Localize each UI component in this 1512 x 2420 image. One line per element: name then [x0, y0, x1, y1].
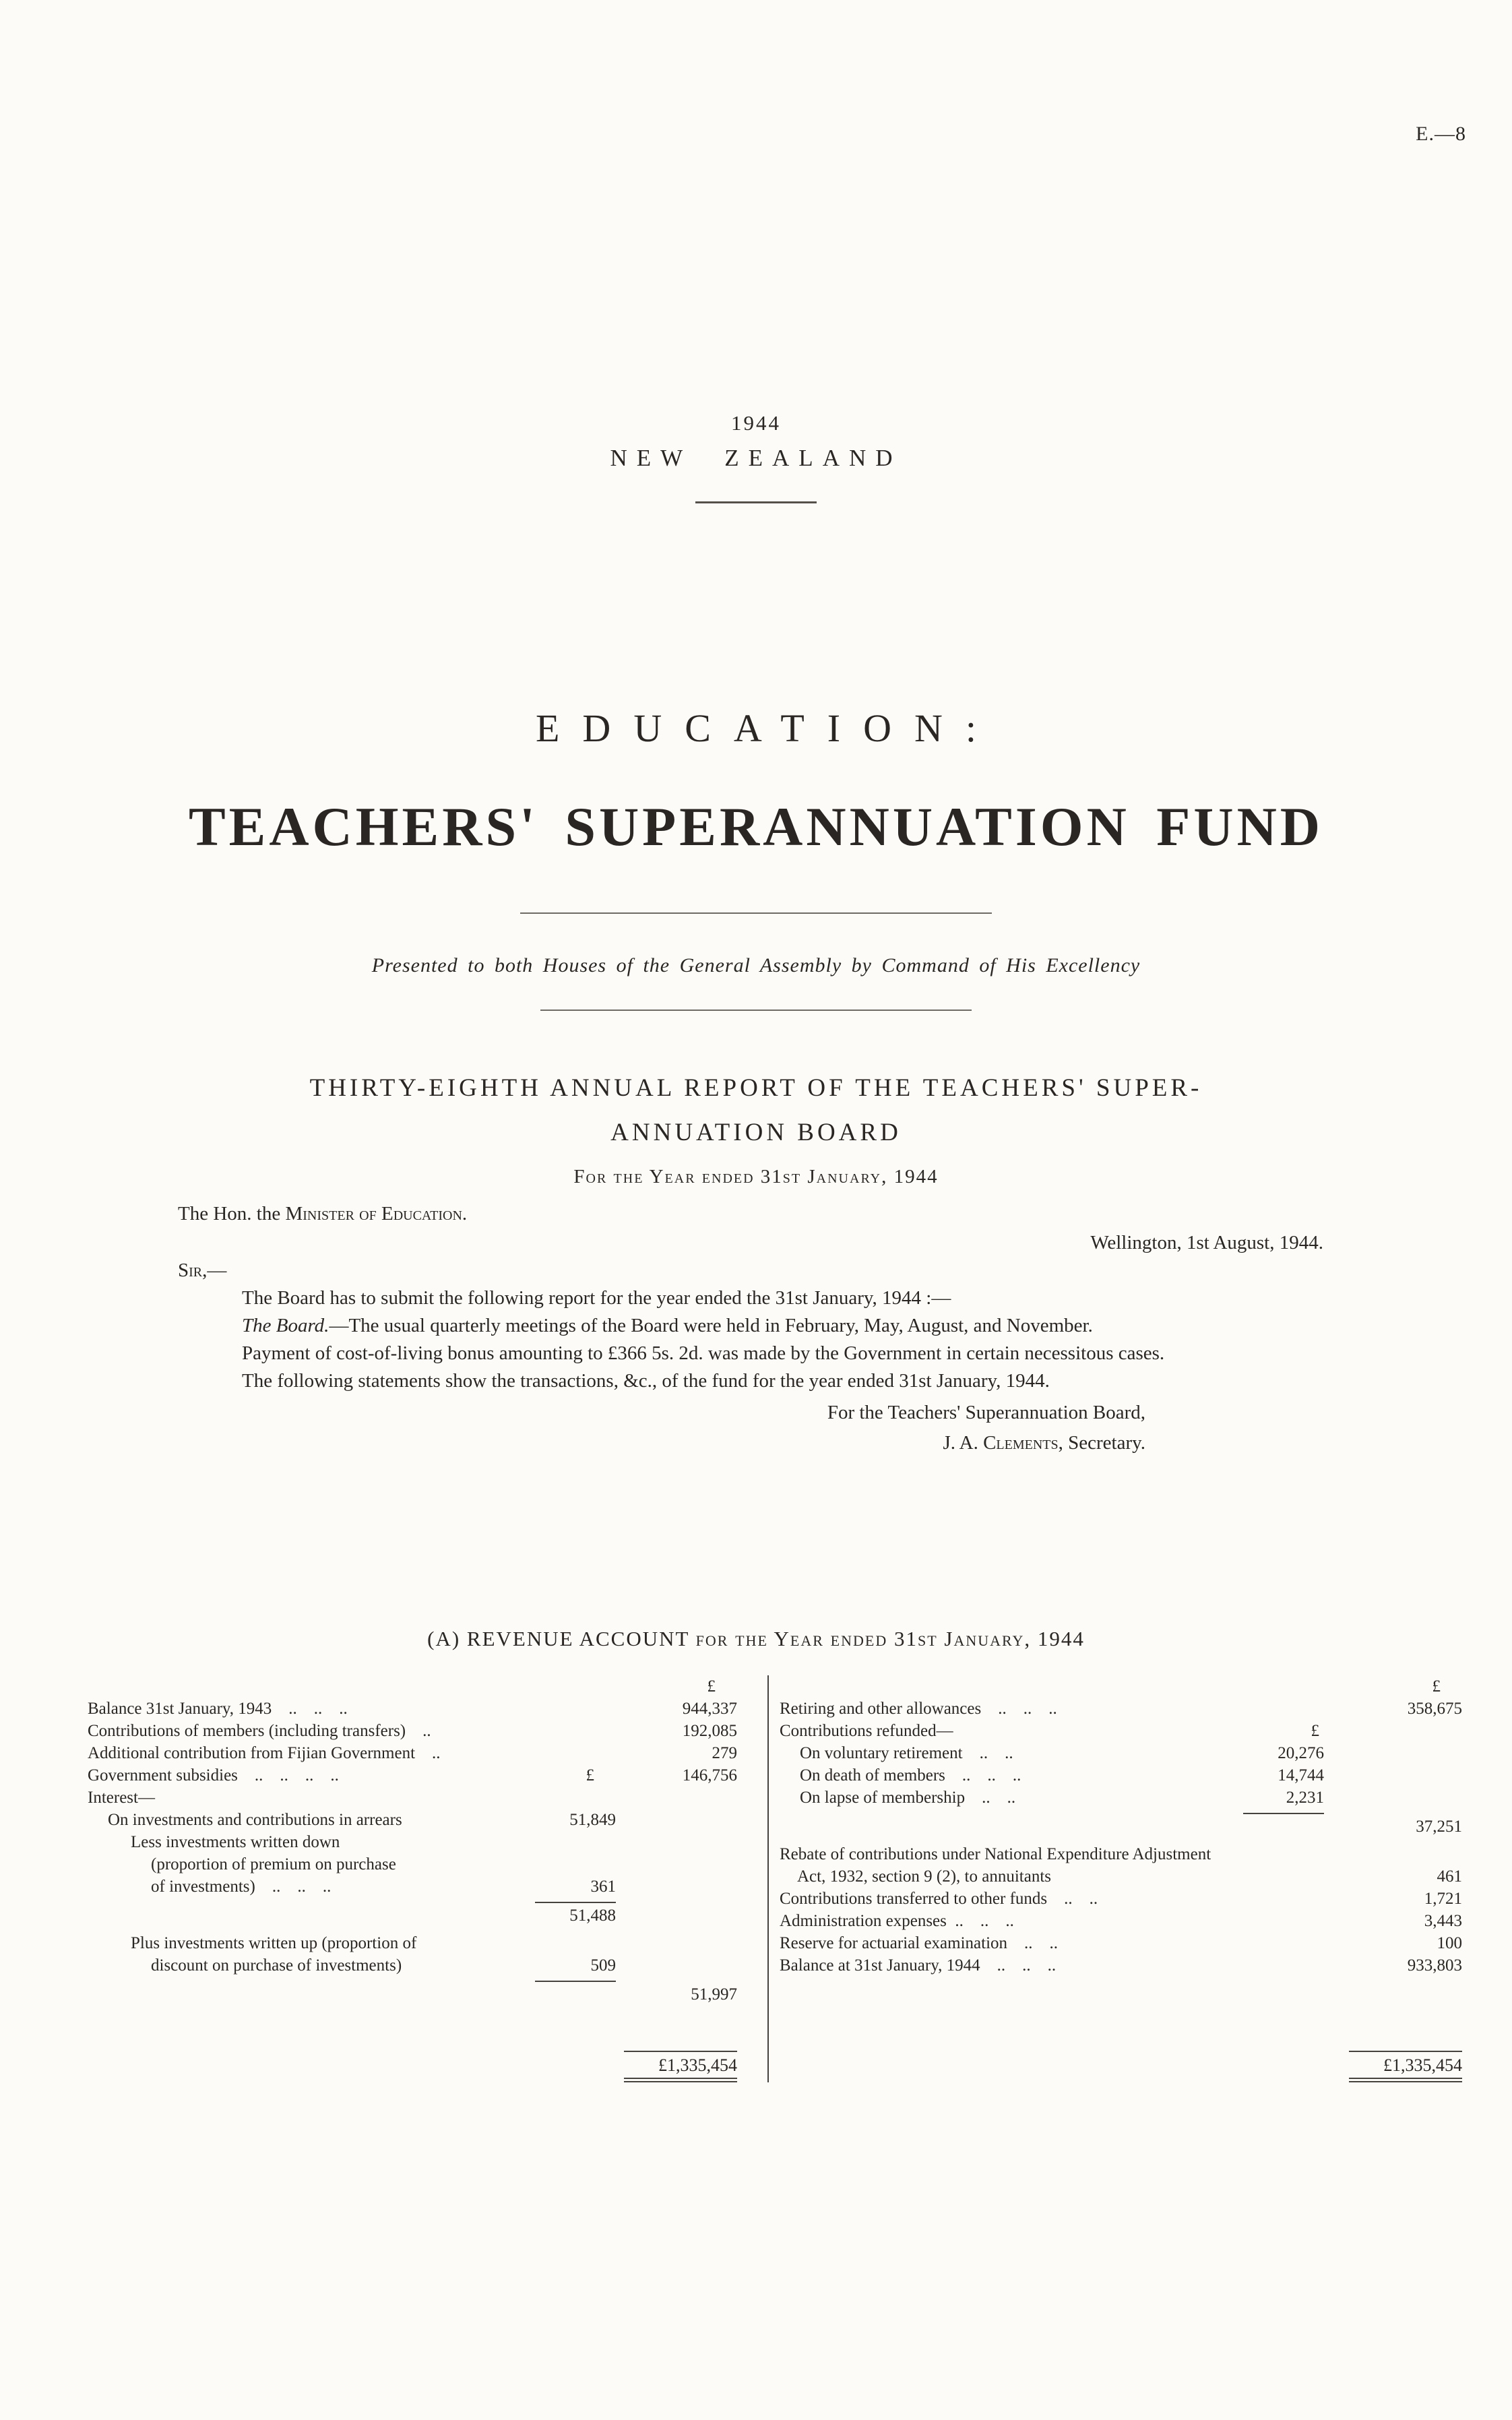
ledger-row [88, 1720, 737, 1742]
paragraph-2 [178, 1312, 1431, 1340]
addressee-prefix: The Hon. the [178, 1203, 286, 1224]
row-label: On lapse of membership .. .. [800, 1789, 1016, 1807]
row-amount: 944,337 [682, 1700, 737, 1718]
paragraph-4 [178, 1367, 1431, 1395]
total-row [780, 2040, 1462, 2082]
divider-rule-lower [540, 1010, 972, 1011]
subject-heading: EDUCATION: [536, 706, 999, 750]
row-label: Contributions of members (including transfers) .. [88, 1722, 431, 1740]
currency-symbol: £ [707, 1677, 716, 1696]
currency-symbol: £ [586, 1766, 594, 1785]
ledger-row [780, 1720, 1462, 1742]
row-amount: 1,721 [1424, 1890, 1462, 1908]
column-header-row [780, 1675, 1462, 1698]
country-heading: NEW ZEALAND [610, 445, 902, 471]
row-label: On investments and contributions in arrears [108, 1811, 402, 1829]
row-amount: 358,675 [1407, 1700, 1462, 1718]
paragraph-2-text: —The usual quarterly meetings of the Board were held in February, May, August, and November. [329, 1315, 1093, 1336]
paragraph-2-lead: The Board. [242, 1315, 329, 1336]
ledger-receipts-side [88, 1675, 767, 2082]
addressee-line [178, 1200, 1431, 1228]
document-reference: E.—8 [1416, 123, 1466, 145]
report-heading [0, 1066, 1512, 1155]
row-amount: 509 [590, 1956, 616, 1975]
row-amount: 100 [1437, 1934, 1462, 1952]
row-label: Government subsidies .. .. .. .. [88, 1766, 339, 1785]
main-title: TEACHERS' SUPERANNUATION FUND [188, 796, 1324, 857]
paragraph-1 [178, 1284, 1431, 1312]
row-label: Reserve for actuarial examination .. .. [780, 1934, 1059, 1952]
row-label: Additional contribution from Fijian Government .. [88, 1744, 441, 1762]
paragraph-4-text: The following statements show the transactions, &c., of the fund for the year ended 31st January, 1944. [242, 1370, 1050, 1392]
ledger-row [88, 1932, 737, 1977]
row-amount: 14,744 [1278, 1766, 1324, 1785]
subtotal-row [88, 1904, 737, 1927]
row-amount: 146,756 [682, 1766, 737, 1785]
subtotal-amount: 51,488 [569, 1906, 616, 1925]
sum-rule [535, 1902, 616, 1903]
salutation: Sir,— [178, 1260, 227, 1281]
row-label: Administration expenses .. .. .. [780, 1912, 1014, 1930]
ledger-row [780, 1698, 1462, 1720]
report-heading-line1: THIRTY-EIGHTH ANNUAL REPORT OF THE TEACHERS' SUPER- [309, 1074, 1203, 1102]
ledger-row [88, 1698, 737, 1720]
row-amount: 20,276 [1278, 1744, 1324, 1762]
ledger-row [780, 1932, 1462, 1954]
row-amount: 361 [590, 1878, 616, 1896]
row-label: Balance 31st January, 1943 .. .. .. [88, 1700, 348, 1718]
revenue-account-heading [0, 1627, 1512, 1651]
signoff-name: J. A. Clements [943, 1432, 1059, 1454]
row-label: On death of members .. .. .. [800, 1766, 1021, 1785]
row-amount: 192,085 [682, 1722, 737, 1740]
presented-line: Presented to both Houses of the General Assembly by Command of His Excellency [371, 954, 1141, 976]
ledger-payments-side [767, 1675, 1462, 2082]
signoff-signature [178, 1428, 1145, 1458]
ledger-row [88, 1742, 737, 1764]
row-label: Less investments written down (proportion of premium on purchase of investments) .. .. .. [131, 1833, 396, 1896]
row-amount: 3,443 [1424, 1912, 1462, 1930]
ledger-row [780, 1910, 1462, 1932]
revenue-account-heading-suffix: for the Year ended 31st January, 1944 [695, 1627, 1085, 1650]
column-header-row [88, 1675, 737, 1698]
paragraph-3 [178, 1340, 1431, 1367]
subtotal-row [780, 1816, 1462, 1838]
ledger-row [780, 1954, 1462, 1977]
row-amount: 933,803 [1407, 1956, 1462, 1975]
row-label: Plus investments written up (proportion of discount on purchase of investments) [131, 1934, 417, 1975]
total-row [88, 2040, 737, 2082]
signoff-block [178, 1398, 1145, 1458]
sum-rule [535, 1981, 616, 1982]
subtotal-row [88, 1983, 737, 2006]
dateline: Wellington, 1st August, 1944. [1090, 1232, 1323, 1253]
report-subheading: For the Year ended 31st January, 1944 [573, 1166, 939, 1187]
currency-symbol: £ [1311, 1722, 1319, 1740]
row-label: Rebate of contributions under National Expenditure Adjustment Act, 1932, section 9 (2), to annuitants [780, 1845, 1211, 1886]
row-label: On voluntary retirement .. .. [800, 1744, 1013, 1762]
ledger-row [88, 1787, 737, 1809]
report-heading-line2: ANNUATION BOARD [610, 1119, 902, 1146]
paragraph-1-text: The Board has to submit the following report for the year ended the 31st January, 1944 :— [242, 1287, 951, 1309]
divider-rule-upper [520, 912, 992, 914]
ledger-row [780, 1787, 1462, 1809]
addressee-name: Minister of Education. [285, 1203, 468, 1224]
ledger-row [88, 1809, 737, 1831]
ledger-row [780, 1764, 1462, 1787]
ledger-row [780, 1742, 1462, 1764]
row-label: Balance at 31st January, 1944 .. .. .. [780, 1956, 1057, 1975]
paragraph-3-text: Payment of cost-of-living bonus amounting to £366 5s. 2d. was made by the Government in certain necessitous cases. [242, 1342, 1165, 1364]
divider-rule-top [695, 501, 817, 503]
sum-rule [1243, 1813, 1324, 1814]
subtotal-amount: 51,997 [691, 1985, 737, 2004]
ledger-row [88, 1764, 737, 1787]
ledger-row [780, 1888, 1462, 1910]
row-amount: 279 [712, 1744, 737, 1762]
row-label: Contributions transferred to other funds .. .. [780, 1890, 1098, 1908]
row-label: Retiring and other allowances .. .. .. [780, 1700, 1057, 1718]
total-amount: £1,335,454 [1349, 2051, 1462, 2082]
row-amount: 461 [1437, 1867, 1462, 1886]
row-amount: 2,231 [1286, 1789, 1324, 1807]
ledger-row [88, 1831, 737, 1898]
signoff-role: , Secretary. [1058, 1432, 1145, 1454]
signoff-organization: For the Teachers' Superannuation Board, [827, 1402, 1145, 1423]
row-label: Interest— [88, 1789, 155, 1807]
total-amount: £1,335,454 [624, 2051, 737, 2082]
revenue-account-table [88, 1675, 1462, 2082]
revenue-account-heading-prefix: (A) REVENUE ACCOUNT [427, 1627, 696, 1650]
ledger-row [780, 1843, 1462, 1888]
currency-symbol: £ [1432, 1677, 1441, 1696]
subtotal-amount: 37,251 [1416, 1818, 1462, 1836]
row-amount: 51,849 [569, 1811, 616, 1829]
year-heading: 1944 [731, 411, 781, 435]
row-label: Contributions refunded— [780, 1722, 953, 1740]
letter-body [178, 1200, 1431, 1458]
